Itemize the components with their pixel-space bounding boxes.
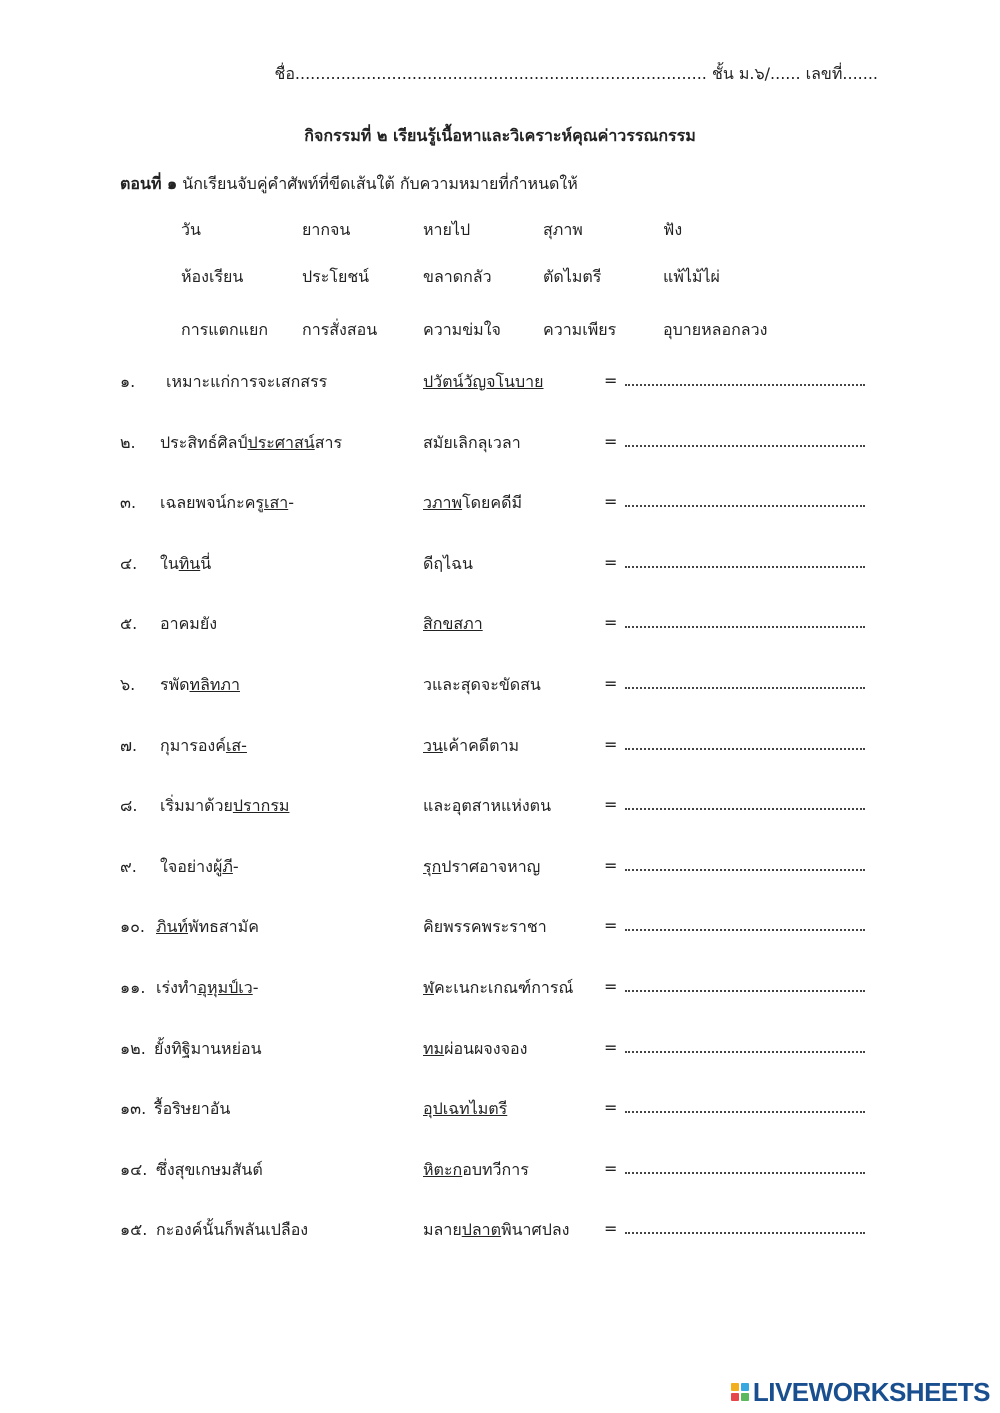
matching-item — [120, 491, 880, 519]
underlined-word: ทิน — [178, 553, 201, 573]
verse-text: ซึ่งสุขเกษมสันต์ — [156, 1159, 263, 1179]
word-bank-item: หายไป — [423, 220, 471, 239]
answer-dotted-line[interactable] — [625, 1097, 865, 1113]
verse-text: สาร — [314, 432, 343, 452]
equals-sign: = — [604, 1158, 618, 1178]
underlined-word: เสา — [263, 493, 289, 513]
verse-first-half — [154, 1037, 262, 1062]
verse-text: ดีฤไฉน — [423, 553, 473, 573]
equals-sign: = — [604, 734, 618, 754]
verse-first-half — [160, 491, 294, 516]
verse-text: - — [232, 856, 239, 876]
answer-blank[interactable] — [604, 552, 865, 572]
verse-text: คิยพรรคพระราชา — [423, 917, 547, 937]
verse-text: วและสุดจะขัดสน — [423, 675, 541, 694]
verse-text: เค้าคดีตาม — [442, 735, 520, 755]
answer-blank[interactable] — [604, 734, 865, 754]
item-number: ๘. — [120, 796, 138, 816]
verse-first-half — [154, 1097, 230, 1122]
equals-sign: = — [604, 916, 618, 936]
verse-first-half — [160, 552, 211, 577]
answer-dotted-line[interactable] — [625, 794, 865, 810]
verse-first-half — [160, 431, 342, 456]
liveworksheets-logo — [731, 1377, 990, 1407]
logo-icon — [731, 1383, 749, 1401]
underlined-word: ปรากรม — [232, 796, 290, 816]
answer-dotted-line[interactable] — [625, 1158, 865, 1174]
answer-blank[interactable] — [604, 1218, 865, 1238]
word-bank-item: สุภาพ — [543, 220, 583, 239]
matching-item — [120, 976, 880, 1004]
answer-dotted-line[interactable] — [625, 855, 865, 871]
verse-text: รื้อริษยาอัน — [154, 1099, 231, 1119]
verse-text: เร่งทำ — [156, 978, 198, 997]
verse-second-half — [423, 734, 519, 759]
verse-second-half — [423, 1037, 527, 1062]
underlined-word: ภินท์ — [156, 917, 189, 937]
item-number: ๑๐. — [120, 917, 146, 937]
answer-blank[interactable] — [604, 976, 865, 996]
verse-second-half — [423, 491, 522, 516]
underlined-word: ปวัตน์วัญจโนบาย — [423, 372, 544, 391]
matching-item — [120, 370, 880, 398]
verse-text: กะองค์นั้นก็พลันเปลือง — [156, 1220, 309, 1240]
verse-second-half — [423, 976, 573, 1001]
verse-second-half — [423, 794, 551, 819]
verse-text: อาคมยัง — [160, 614, 218, 634]
name-class-number-line: ชื่อ................................................................................. ชั้น ม.๖/...... เลขที่....... — [274, 64, 878, 83]
item-number: ๑๒. — [120, 1038, 146, 1058]
matching-item — [120, 734, 880, 762]
equals-sign: = — [604, 674, 618, 693]
answer-dotted-line[interactable] — [625, 673, 865, 689]
verse-text: - — [252, 978, 259, 997]
answer-blank[interactable] — [604, 673, 865, 693]
item-number: ๑๓. — [120, 1099, 147, 1119]
verse-text: พัทธสามัค — [188, 917, 259, 937]
underlined-word: ปลาต — [461, 1220, 502, 1240]
underlined-word: รุก — [423, 856, 442, 876]
word-bank-item: ยากจน — [302, 220, 351, 239]
underlined-word: ประศาสน์ — [247, 432, 315, 452]
word-bank-item: ขลาดกลัว — [423, 267, 492, 286]
item-number: ๑๑. — [120, 978, 146, 997]
logo-text: LIVEWORKSHEETS — [752, 1376, 990, 1407]
word-bank-item: ความข่มใจ — [423, 320, 501, 339]
verse-text: ปราศอาจหาญ — [441, 856, 541, 876]
instruction-label: ตอนที่ ๑ — [120, 174, 178, 193]
verse-first-half — [160, 612, 217, 637]
page-title: กิจกรรมที่ ๒ เรียนรู้เนื้อหาและวิเคราะห์คุณค่าวรรณกรรม — [304, 126, 696, 145]
verse-first-half — [156, 976, 259, 1001]
matching-item — [120, 673, 880, 701]
logo-block — [731, 1383, 739, 1391]
verse-text: รพัด — [160, 675, 190, 694]
answer-blank[interactable] — [604, 1158, 865, 1178]
matching-item — [120, 1218, 880, 1246]
answer-blank[interactable] — [604, 431, 865, 451]
verse-text: ใจอย่างผู้ — [160, 856, 223, 876]
equals-sign: = — [604, 492, 618, 512]
word-bank-item: แพ้ไม้ไผ่ — [663, 267, 720, 286]
verse-text: - — [288, 493, 294, 513]
word-bank-item: ความเพียร — [543, 320, 617, 339]
word-bank-item: วัน — [181, 220, 201, 239]
item-number: ๑๕. — [120, 1220, 148, 1240]
verse-first-half — [160, 794, 289, 819]
verse-first-half — [166, 370, 327, 395]
answer-dotted-line[interactable] — [625, 612, 865, 628]
verse-second-half — [423, 370, 544, 395]
item-number: ๑๔. — [120, 1159, 148, 1179]
underlined-word: ภี — [222, 856, 233, 876]
answer-blank[interactable] — [604, 794, 865, 814]
verse-second-half — [423, 1158, 529, 1183]
answer-dotted-line[interactable] — [625, 915, 865, 931]
item-number: ๒. — [120, 432, 136, 452]
verse-text: พินาศปลง — [501, 1220, 570, 1240]
verse-text: และอุตสาหแห่งตน — [423, 796, 552, 816]
underlined-word: หิตะก — [423, 1159, 463, 1179]
verse-second-half — [423, 552, 473, 577]
verse-first-half — [160, 673, 240, 698]
verse-text: ประสิทธ์ศิลป์ — [160, 432, 248, 452]
equals-sign: = — [604, 371, 618, 390]
underlined-word: อุหุมป์เว — [197, 978, 253, 997]
answer-dotted-line[interactable] — [625, 431, 865, 447]
answer-dotted-line[interactable] — [625, 1037, 865, 1053]
instruction — [120, 172, 578, 197]
verse-text: สมัยเลิกลุเวลา — [423, 432, 521, 452]
verse-text: มลาย — [423, 1220, 462, 1240]
answer-blank[interactable] — [604, 915, 865, 935]
underlined-word: สิกขสภา — [423, 614, 483, 634]
item-number: ๔. — [120, 553, 138, 573]
equals-sign: = — [604, 1219, 618, 1239]
answer-blank[interactable] — [604, 370, 865, 390]
matching-item — [120, 915, 880, 943]
verse-second-half — [423, 915, 547, 940]
equals-sign: = — [604, 1037, 618, 1057]
verse-first-half — [156, 1218, 308, 1243]
verse-text: เหมาะแก่การจะเสกสรร — [166, 372, 328, 391]
item-number: ๗. — [120, 735, 138, 755]
item-number: ๕. — [120, 614, 138, 634]
matching-item — [120, 855, 880, 883]
answer-dotted-line[interactable] — [625, 370, 865, 386]
answer-dotted-line[interactable] — [625, 1218, 865, 1234]
underlined-word: วน — [423, 735, 443, 755]
verse-first-half — [156, 915, 259, 940]
verse-second-half — [423, 1097, 507, 1122]
answer-dotted-line[interactable] — [625, 491, 865, 507]
equals-sign: = — [604, 977, 618, 996]
item-number: ๓. — [120, 493, 137, 513]
underlined-word: วภาพ — [423, 493, 463, 513]
verse-text: โดยคดีมี — [462, 493, 523, 513]
instruction-text: นักเรียนจับคู่คำศัพท์ที่ขีดเส้นใต้ กับความหมายที่กำหนดให้ — [177, 174, 578, 193]
verse-text: ใน — [160, 553, 179, 573]
word-bank-item: การแตกแยก — [181, 320, 269, 339]
word-bank-item: การสั่งสอน — [302, 320, 378, 339]
equals-sign: = — [604, 552, 618, 572]
matching-item — [120, 431, 880, 459]
verse-second-half — [423, 612, 483, 637]
answer-dotted-line[interactable] — [625, 552, 865, 568]
matching-item — [120, 1037, 880, 1065]
equals-sign: = — [604, 795, 618, 815]
word-bank-item: ตัดไมตรี — [543, 267, 602, 286]
verse-first-half — [160, 855, 239, 880]
equals-sign: = — [604, 613, 618, 633]
equals-sign: = — [604, 1098, 618, 1118]
verse-text: กุมารองค์ — [160, 735, 226, 755]
answer-blank[interactable] — [604, 1097, 865, 1117]
item-number: ๑. — [120, 372, 136, 391]
answer-dotted-line[interactable] — [625, 976, 865, 992]
answer-blank[interactable] — [604, 855, 865, 875]
verse-text: ยั้งทิฐิมานหย่อน — [154, 1038, 262, 1058]
underlined-word: ฬ — [423, 978, 434, 997]
matching-item — [120, 552, 880, 580]
word-bank-item: ฟัง — [663, 220, 683, 239]
logo-block — [741, 1393, 749, 1401]
logo-block — [741, 1383, 749, 1391]
answer-blank[interactable] — [604, 612, 865, 632]
verse-second-half — [423, 1218, 569, 1243]
logo-block — [731, 1393, 739, 1401]
answer-blank[interactable] — [604, 491, 865, 511]
matching-item — [120, 1158, 880, 1186]
verse-text: คะเนกะเกณฑ์การณ์ — [433, 978, 574, 997]
verse-text: เฉลยพจน์กะครู — [160, 493, 264, 513]
word-bank-item: อุบายหลอกลวง — [663, 320, 768, 339]
item-number: ๙. — [120, 856, 137, 876]
verse-text: ผ่อนผจงจอง — [444, 1038, 528, 1058]
verse-first-half — [160, 734, 247, 759]
word-bank-item: ประโยชน์ — [302, 267, 370, 286]
answer-dotted-line[interactable] — [625, 734, 865, 750]
matching-item — [120, 612, 880, 640]
underlined-word: ทลิทภา — [189, 675, 240, 694]
verse-text: เริ่มมาด้วย — [160, 796, 233, 816]
underlined-word: ทม — [423, 1038, 445, 1058]
underlined-word: อุปเฉทไมตรี — [423, 1099, 508, 1119]
word-bank-item: ห้องเรียน — [181, 267, 244, 286]
answer-blank[interactable] — [604, 1037, 865, 1057]
underlined-word: เส- — [225, 735, 247, 755]
equals-sign: = — [604, 431, 618, 451]
item-number: ๖. — [120, 675, 136, 694]
equals-sign: = — [604, 855, 618, 875]
matching-item — [120, 794, 880, 822]
verse-second-half — [423, 431, 521, 456]
matching-item — [120, 1097, 880, 1125]
verse-second-half — [423, 855, 540, 880]
verse-second-half — [423, 673, 541, 698]
verse-first-half — [156, 1158, 263, 1183]
verse-text: นี่ — [200, 553, 212, 573]
verse-text: อบทวีการ — [462, 1159, 529, 1179]
